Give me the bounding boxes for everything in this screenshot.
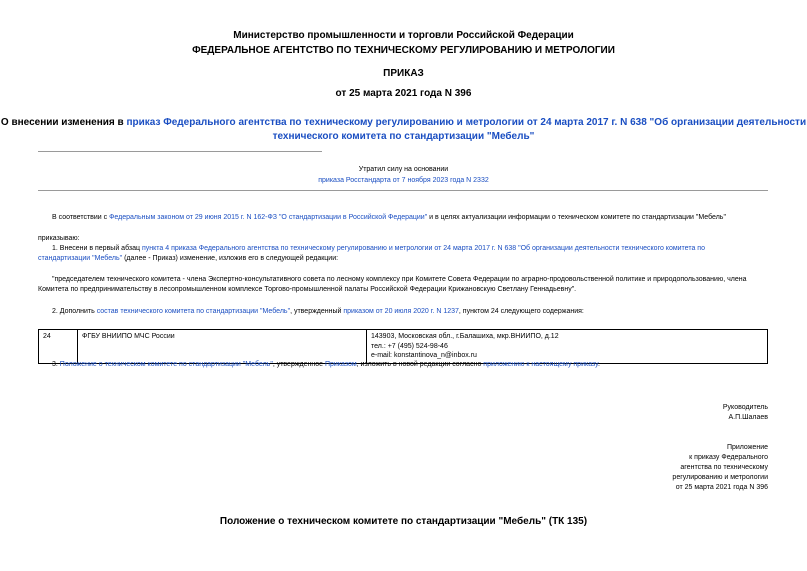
divider-full xyxy=(38,190,768,191)
paragraph-item2 xyxy=(52,307,584,317)
text: В соответствии с xyxy=(52,214,110,221)
committee-composition-link[interactable]: состав технического комитета по стандартизации "Мебель" xyxy=(96,308,291,315)
text: и в целях актуализации информации о техническом комитете по стандартизации "Мебель" xyxy=(427,214,726,221)
ministry-name: Министерство промышленности и торговли Российской Федерации xyxy=(233,30,574,41)
signature-role: Руководитель xyxy=(722,404,768,411)
appendix-label: Приложение xyxy=(726,444,768,451)
text: 3. xyxy=(52,361,60,368)
text: , утвержденное xyxy=(272,361,325,368)
doc-type: ПРИКАЗ xyxy=(383,68,424,79)
paragraph-quote-line1: "председателем технического комитета - члена Экспертно-консультативного совета по лесному комплексу при Комитете Совета Федерации по аграрно-продовольственной политике и природопользованию, члена xyxy=(52,276,747,283)
appendix-ref-line5: от 25 марта 2021 года N 396 xyxy=(675,484,768,491)
regulation-title: Положение о техническом комитете по стандартизации "Мебель" (ТК 135) xyxy=(219,516,588,527)
agency-name: ФЕДЕРАЛЬНОЕ АГЕНТСТВО ПО ТЕХНИЧЕСКОМУ РЕГУЛИРОВАНИЮ И МЕТРОЛОГИИ xyxy=(192,45,615,56)
cell-contacts xyxy=(367,330,768,364)
status-text: Утратил силу на основании xyxy=(358,166,449,173)
doc-title-line1 xyxy=(0,116,807,129)
order-link[interactable]: Приказом xyxy=(324,361,357,368)
order-1237-link[interactable]: приказом от 20 июля 2020 г. N 1237 xyxy=(343,308,459,315)
regulation-link[interactable]: Положение о техническом комитете по стандартизации "Мебель" xyxy=(59,361,273,368)
paragraph-item3 xyxy=(52,360,600,370)
doc-date-number: от 25 марта 2021 года N 396 xyxy=(335,88,472,99)
committee-member-table xyxy=(38,329,768,364)
contact-address: 143903, Московская обл., г.Балашиха, мкр.ВНИИПО, д.12 xyxy=(371,333,559,340)
paragraph-item1-line1 xyxy=(52,244,772,254)
cell-organization: ФГБУ ВНИИПО МЧС России xyxy=(78,330,367,364)
text: , изложить в новой редакции согласно xyxy=(356,361,484,368)
divider-short xyxy=(38,151,322,152)
text: 2. Дополнить xyxy=(52,308,97,315)
order-item4-link-cont[interactable]: стандартизации "Мебель" xyxy=(38,255,123,262)
paragraph-basis xyxy=(52,213,772,223)
appendix-ref-line4: регулированию и метрологии xyxy=(672,474,768,481)
paragraph-quote-line2: Комитета по предпринимательству в лесопромышленном комплексе Торгово-промышленной палаты Российской Федерации Крижановскую Светлану Геннадьевну". xyxy=(38,286,577,293)
table-row xyxy=(39,330,768,364)
title-order-link[interactable]: приказ Федерального агентства по техническому регулированию и метрологии от 24 марта 2017 г. N 638 "Об организации деятельности xyxy=(126,117,807,128)
status-link[interactable]: приказа Росстандарта от 7 ноября 2023 года N 2332 xyxy=(318,177,489,184)
title-order-link-cont[interactable]: технического комитета по стандартизации "Мебель" xyxy=(272,131,535,142)
text: (далее - Приказ) изменение, изложив его в следующей редакции: xyxy=(122,255,339,262)
paragraph-order: приказываю: xyxy=(38,235,80,242)
text: , утвержденный xyxy=(290,308,344,315)
text: , пунктом 24 следующего содержания: xyxy=(458,308,584,315)
contact-phone: тел.: +7 (495) 524-98-46 xyxy=(371,342,448,350)
signature-name: А.П.Шалаев xyxy=(728,414,768,421)
text: 1. Внесени в первый абзац xyxy=(52,245,142,252)
cell-number: 24 xyxy=(39,330,78,364)
paragraph-item1-line2 xyxy=(38,254,338,264)
appendix-link[interactable]: приложению к настоящему приказу xyxy=(483,361,598,368)
doc-title-line2 xyxy=(0,130,807,143)
title-prefix: О внесении изменения в xyxy=(0,117,127,128)
order-item4-link[interactable]: пункта 4 приказа Федерального агентства по техническому регулированию и метрологии от 24 марта 2017 г. N 638 "Об организации деятельности технического комитета по xyxy=(141,245,705,252)
appendix-ref-line3: агентства по техническому xyxy=(680,464,768,471)
federal-law-link[interactable]: Федеральным законом от 29 июня 2015 г. N 162-ФЗ "О стандартизации в Российской Федерации" xyxy=(109,214,428,221)
appendix-ref-line2: к приказу Федерального xyxy=(689,454,768,461)
text: . xyxy=(597,361,600,368)
contact-email: e-mail: konstantinova_n@inbox.ru xyxy=(371,352,477,359)
